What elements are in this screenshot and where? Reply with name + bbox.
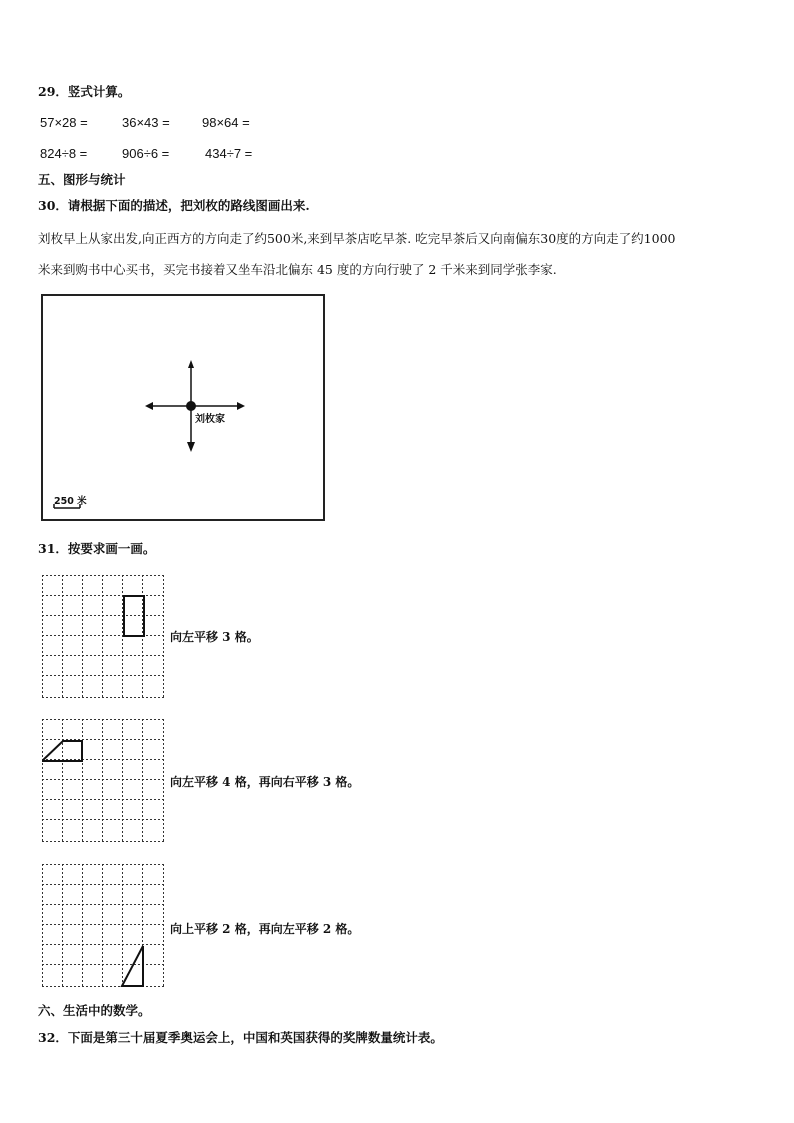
q30-description-line2: 米来到购书中心买书，买完书接着又坐车沿北偏东 45 度的方向行驶了 2 千米来到同学张李家.	[38, 262, 557, 277]
scale-label: 250 米	[54, 496, 87, 507]
grid-1	[42, 575, 166, 699]
compass-diagram	[43, 296, 323, 519]
home-label: 刘枚家	[195, 414, 225, 425]
triangle-shape	[122, 946, 143, 986]
grid-3-instruction: 向上平移 2 格，再向左平移 2 格。	[170, 922, 360, 936]
section-6-title: 六、生活中的数学。	[38, 1003, 151, 1018]
section-5-title: 五、图形与统计	[38, 172, 126, 187]
calc-item: 36×43 =	[122, 115, 170, 130]
grid-2	[42, 719, 166, 843]
q32-title: 32．下面是第三十届夏季奥运会上，中国和英国获得的奖牌数量统计表。	[38, 1030, 443, 1045]
calc-item: 434÷7 =	[205, 146, 253, 161]
q31-title: 31．按要求画一画。	[38, 541, 156, 556]
route-map	[41, 294, 325, 521]
calc-item: 57×28 =	[40, 115, 88, 130]
calc-item: 98×64 =	[202, 115, 250, 130]
q29-title: 29．竖式计算。	[38, 84, 131, 99]
grid-2-instruction: 向左平移 4 格，再向右平移 3 格。	[170, 775, 360, 789]
grid-1-instruction: 向左平移 3 格。	[170, 630, 259, 644]
q30-title: 30．请根据下面的描述，把刘枚的路线图画出来.	[38, 198, 310, 213]
calc-item: 906÷6 =	[122, 146, 170, 161]
q30-description-line1: 刘枚早上从家出发,向正西方的方向走了约500米,来到早茶店吃早茶. 吃完早茶后又向南偏东30度的方向走了约1000	[38, 231, 676, 246]
grid-3	[42, 864, 166, 988]
calc-item: 824÷8 =	[40, 146, 88, 161]
